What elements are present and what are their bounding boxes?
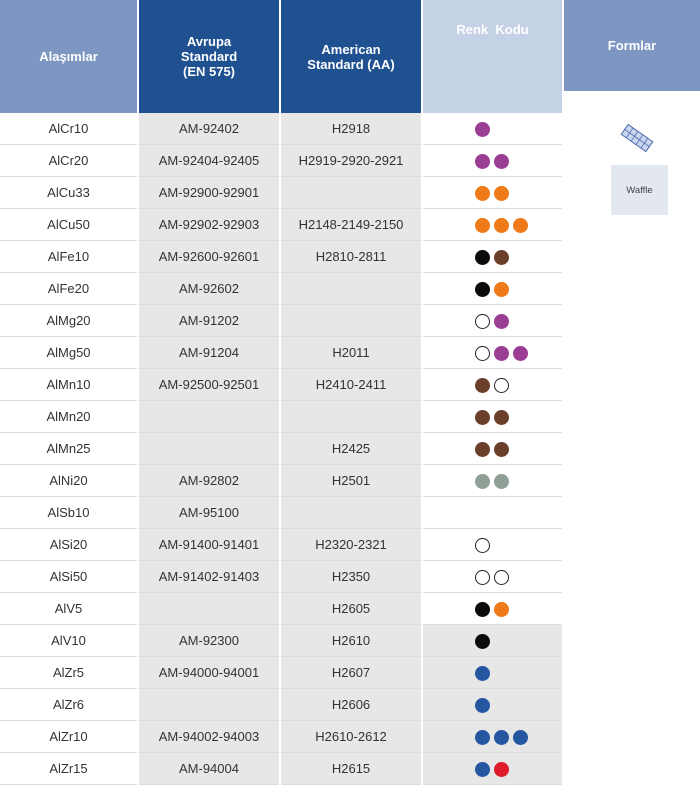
color-code-cell — [422, 241, 562, 273]
alloy-cell: AlSb10 — [0, 497, 138, 529]
table-row — [0, 433, 562, 465]
us-standard-cell — [280, 497, 422, 529]
eu-header-line-2: Standard — [180, 49, 238, 64]
eu-standard-cell: AM-92404-92405 — [138, 145, 280, 177]
table-row — [0, 145, 562, 177]
color-dot-grey — [475, 474, 490, 489]
color-dot-purple — [513, 346, 528, 361]
alloy-cell: AlCr10 — [0, 113, 138, 145]
eu-header-line-1: Avrupa — [186, 34, 232, 49]
color-dot-red — [494, 762, 509, 777]
us-standard-header — [280, 0, 422, 113]
color-code-cell — [422, 689, 562, 721]
color-dot-black — [475, 602, 490, 617]
us-standard-cell: H2615 — [280, 753, 422, 785]
table-row — [0, 369, 562, 401]
eu-standard-cell: AM-92500-92501 — [138, 369, 280, 401]
alloy-cell: AlV10 — [0, 625, 138, 657]
table-row — [0, 273, 562, 305]
table-row — [0, 689, 562, 721]
eu-header-line-3: (EN 575) — [182, 64, 236, 79]
us-header-line-2: Standard (AA) — [307, 56, 395, 72]
us-standard-cell: H2011 — [280, 337, 422, 369]
color-code-cell — [422, 177, 562, 209]
eu-standard-cell: AM-91400-91401 — [138, 529, 280, 561]
alloy-cell: AlNi20 — [0, 465, 138, 497]
alloy-table-body — [0, 113, 562, 785]
color-code-cell — [422, 721, 562, 753]
color-dot-blue — [475, 666, 490, 681]
color-dot-purple — [494, 346, 509, 361]
eu-standard-cell: AM-91204 — [138, 337, 280, 369]
eu-standard-cell: AM-94004 — [138, 753, 280, 785]
eu-standard-cell: AM-92300 — [138, 625, 280, 657]
color-dot-orange — [494, 282, 509, 297]
eu-standard-cell: AM-91402-91403 — [138, 561, 280, 593]
color-dot-white — [475, 570, 490, 585]
us-standard-cell: H2919-2920-2921 — [280, 145, 422, 177]
color-code-cell — [422, 625, 562, 657]
color-dot-purple — [475, 154, 490, 169]
color-dot-white — [475, 314, 490, 329]
alloy-cell: AlFe10 — [0, 241, 138, 273]
table-row — [0, 305, 562, 337]
color-dot-white — [494, 570, 509, 585]
color-dot-brown — [475, 410, 490, 425]
eu-standard-header — [138, 0, 280, 113]
alloy-cell: AlMg50 — [0, 337, 138, 369]
alloy-cell: AlFe20 — [0, 273, 138, 305]
alloy-cell: AlZr10 — [0, 721, 138, 753]
color-dot-white — [475, 538, 490, 553]
us-standard-cell: H2610 — [280, 625, 422, 657]
color-code-cell — [422, 753, 562, 785]
eu-standard-cell: AM-92900-92901 — [138, 177, 280, 209]
us-standard-cell — [280, 401, 422, 433]
color-code-cell — [422, 497, 562, 529]
table-row — [0, 625, 562, 657]
eu-standard-cell: AM-91202 — [138, 305, 280, 337]
eu-standard-cell: AM-94002-94003 — [138, 721, 280, 753]
eu-standard-cell: AM-92902-92903 — [138, 209, 280, 241]
us-standard-cell: H2810-2811 — [280, 241, 422, 273]
eu-standard-cell: AM-92602 — [138, 273, 280, 305]
color-dot-blue — [513, 730, 528, 745]
waffle-form-label: Waffle — [611, 165, 668, 215]
color-dot-black — [475, 250, 490, 265]
table-row — [0, 241, 562, 273]
color-code-cell — [422, 305, 562, 337]
alloy-cell: AlSi50 — [0, 561, 138, 593]
alloy-cell: AlCr20 — [0, 145, 138, 177]
color-dot-orange — [494, 602, 509, 617]
color-code-cell — [422, 561, 562, 593]
us-standard-cell: H2501 — [280, 465, 422, 497]
color-dot-purple — [475, 122, 490, 137]
color-dot-purple — [494, 154, 509, 169]
us-standard-cell: H2350 — [280, 561, 422, 593]
table-row — [0, 721, 562, 753]
table-row — [0, 753, 562, 785]
us-standard-cell: H2610-2612 — [280, 721, 422, 753]
us-standard-cell: H2320-2321 — [280, 529, 422, 561]
color-code-cell — [422, 465, 562, 497]
alloy-cell: AlV5 — [0, 593, 138, 625]
us-standard-cell: H2425 — [280, 433, 422, 465]
color-dot-brown — [494, 250, 509, 265]
color-code-cell — [422, 273, 562, 305]
alloy-cell: AlCu50 — [0, 209, 138, 241]
color-dot-blue — [475, 730, 490, 745]
eu-standard-cell — [138, 433, 280, 465]
table-row — [0, 657, 562, 689]
table-row — [0, 593, 562, 625]
color-code-cell — [422, 593, 562, 625]
alloy-cell: AlMn10 — [0, 369, 138, 401]
table-row — [0, 529, 562, 561]
header-row — [0, 0, 562, 113]
color-code-cell — [422, 145, 562, 177]
alloy-cell: AlCu33 — [0, 177, 138, 209]
eu-standard-cell — [138, 689, 280, 721]
alloy-column-header: Alaşımlar — [0, 0, 138, 113]
us-standard-cell: H2605 — [280, 593, 422, 625]
color-dot-orange — [513, 218, 528, 233]
color-dot-orange — [494, 218, 509, 233]
color-code-cell — [422, 401, 562, 433]
table-row — [0, 401, 562, 433]
color-code-cell — [422, 369, 562, 401]
eu-standard-cell: AM-94000-94001 — [138, 657, 280, 689]
color-dot-blue — [475, 698, 490, 713]
eu-standard-cell: AM-92402 — [138, 113, 280, 145]
us-standard-cell: H2607 — [280, 657, 422, 689]
alloy-cell: AlMn25 — [0, 433, 138, 465]
color-dot-orange — [475, 218, 490, 233]
table-row — [0, 465, 562, 497]
color-code-cell — [422, 529, 562, 561]
color-dot-orange — [494, 186, 509, 201]
eu-standard-cell: AM-95100 — [138, 497, 280, 529]
color-dot-blue — [475, 762, 490, 777]
eu-standard-cell: AM-92802 — [138, 465, 280, 497]
us-standard-cell: H2606 — [280, 689, 422, 721]
color-dot-orange — [475, 186, 490, 201]
color-dot-brown — [494, 442, 509, 457]
forms-column-header: Formlar — [564, 0, 700, 91]
color-code-cell — [422, 657, 562, 689]
us-standard-cell: H2410-2411 — [280, 369, 422, 401]
us-header-line-1: American — [321, 41, 381, 57]
alloy-cell: AlMn20 — [0, 401, 138, 433]
color-dot-brown — [475, 442, 490, 457]
us-standard-cell: H2918 — [280, 113, 422, 145]
color-code-cell — [422, 209, 562, 241]
us-standard-cell — [280, 305, 422, 337]
us-standard-cell — [280, 177, 422, 209]
color-dot-black — [475, 634, 490, 649]
color-dot-white — [475, 346, 490, 361]
eu-standard-cell — [138, 401, 280, 433]
us-standard-cell — [280, 273, 422, 305]
color-dot-brown — [475, 378, 490, 393]
table-row — [0, 497, 562, 529]
table-row — [0, 113, 562, 145]
color-code-cell — [422, 433, 562, 465]
color-dot-blue — [494, 730, 509, 745]
alloy-cell: AlMg20 — [0, 305, 138, 337]
alloy-cell: AlSi20 — [0, 529, 138, 561]
table-row — [0, 561, 562, 593]
color-code-cell — [422, 337, 562, 369]
table-row — [0, 337, 562, 369]
waffle-bar-icon — [618, 122, 656, 154]
table-row — [0, 177, 562, 209]
alloy-cell: AlZr5 — [0, 657, 138, 689]
us-standard-cell: H2148-2149-2150 — [280, 209, 422, 241]
eu-standard-cell — [138, 593, 280, 625]
eu-standard-cell: AM-92600-92601 — [138, 241, 280, 273]
alloy-cell: AlZr15 — [0, 753, 138, 785]
color-dot-black — [475, 282, 490, 297]
color-dot-purple — [494, 314, 509, 329]
color-dot-grey — [494, 474, 509, 489]
color-code-cell — [422, 113, 562, 145]
alloy-cell: AlZr6 — [0, 689, 138, 721]
table-row — [0, 209, 562, 241]
color-dot-white — [494, 378, 509, 393]
color-code-header: Renk Kodu — [422, 0, 562, 113]
color-dot-brown — [494, 410, 509, 425]
